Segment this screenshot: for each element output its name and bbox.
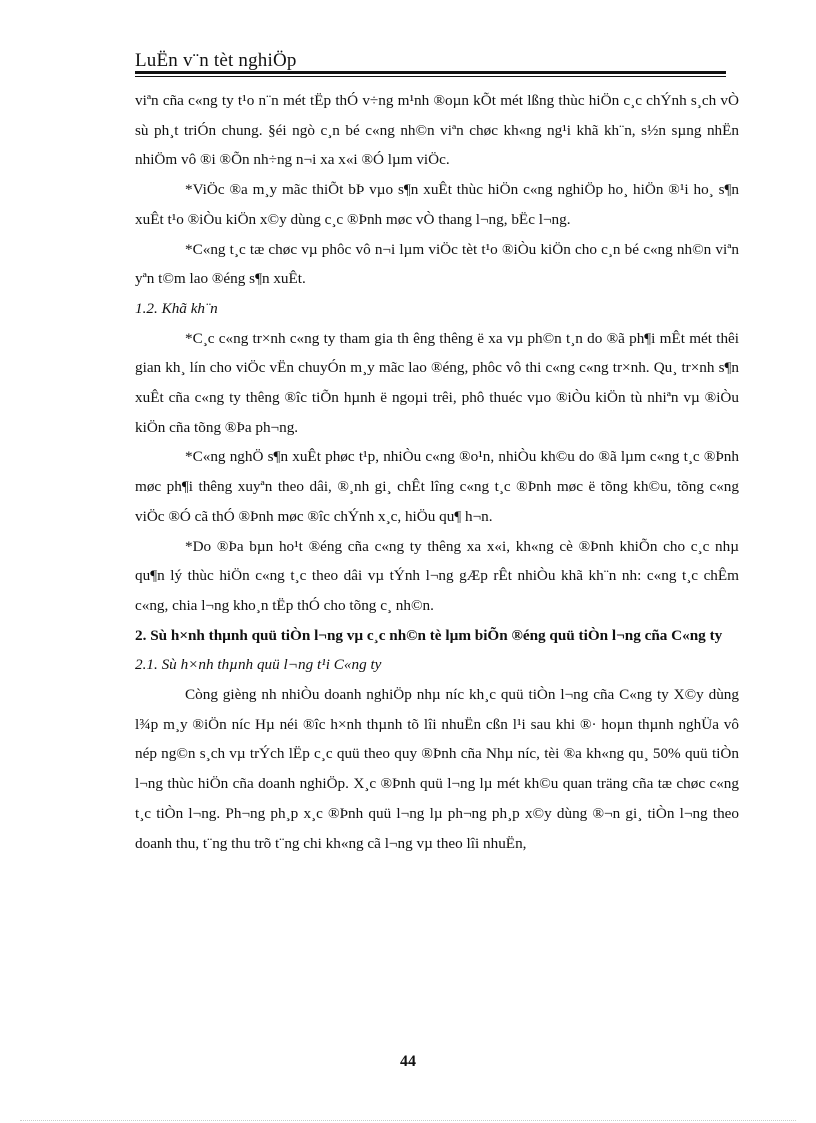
page-header-title: LuËn v¨n tèt nghiÖp bbox=[135, 50, 297, 71]
paragraph: viªn cña c«ng ty t¹o n¨n mét tËp thÓ v÷ng m¹nh ®oµn kÕt mét lßng thùc hiÖn c¸c chÝnh s¸ch vÒ sù ph¸t triÓn chung. §éi ngò c¸n bé c«ng nh©n viªn chøc kh«ng ng¹i khã kh¨n, s½n sµng nhËn nhiÖm vô ®i ®Õn nh÷ng n¬i xa x«i ®Ó lµm viÖc. bbox=[135, 92, 739, 169]
paragraph: *C¸c c«ng tr×nh c«ng ty tham gia th êng thêng ë xa vµ ph©n t¸n do ®ã ph¶i mÊt mét thêi gian kh¸ lín cho viÖc vËn chuyÓn m¸y mãc lao ®éng, phôc vô thi c«ng c«ng tr×nh. Qu¸ tr×nh s¶n xuÊt cña c«ng ty thêng ®îc tiÕn hµnh ë ngoµi trêi, phô thuéc vµo ®iÒu kiÖn tù nhiªn vµ ®iÒu kiÖn cña tõng ®Þa ph¬ng. bbox=[135, 329, 739, 436]
subsection-heading: 2.1. Sù h×nh thµnh quü l¬ng t¹i C«ng ty bbox=[135, 656, 382, 674]
paragraph: *ViÖc ®a m¸y mãc thiÕt bÞ vµo s¶n xuÊt thùc hiÖn c«ng nghiÖp ho¸ hiÖn ®¹i ho¸ s¶n xuÊt t¹o ®iÒu kiÖn x©y dùng c¸c ®Þnh møc vÒ thang l¬ng, bËc l¬ng. bbox=[135, 181, 739, 228]
paragraph: *Do ®Þa bµn ho¹t ®éng cña c«ng ty thêng xa x«i, kh«ng cè ®Þnh khiÕn cho c¸c nhµ qu¶n lý thùc hiÖn c«ng t¸c theo dâi vµ tÝnh l¬ng gÆp rÊt nhiÒu khã kh¨n nh: c«ng t¸c chÊm c«ng, chia l¬ng kho¸n tËp thÓ cho tõng c¸ nh©n. bbox=[135, 537, 739, 614]
subsection-heading: 1.2. Khã kh¨n bbox=[135, 299, 218, 317]
page-number: 44 bbox=[400, 1053, 416, 1070]
paragraph: Còng gièng nh nhiÒu doanh nghiÖp nhµ níc kh¸c quü tiÒn l¬ng cña C«ng ty X©y dùng l¾p m¸y ®iÖn níc Hµ néi ®îc h×nh thµnh tõ lîi nhuËn cßn l¹i sau khi ®· hoµn thµnh nghÜa vô nép ng©n s¸ch vµ trÝch lËp c¸c quü theo quy ®Þnh cña Nhµ níc, tèi ®a kh«ng qu¸ 50% quü tiÒn l¬ng thùc hiÖn cña doanh nghiÖp. X¸c ®Þnh quü l¬ng lµ mét kh©u quan träng cña tæ chøc c«ng t¸c tiÒn l¬ng. Ph¬ng ph¸p x¸c ®Þnh quü l¬ng lµ ph¬ng ph¸p x©y dùng ®¬n gi¸ tiÒn l¬ng theo doanh thu, t¨ng thu trõ t¨ng chi kh«ng cã l¬ng vµ theo lîi nhuËn, bbox=[135, 686, 739, 852]
header-rule-thin bbox=[135, 76, 726, 77]
section-heading: 2. Sù h×nh thµnh quü tiÒn l¬ng vµ c¸c nh©n tè lµm biÕn ®éng quü tiÒn l¬ng cña C«ng ty bbox=[135, 626, 723, 644]
page-bottom-divider bbox=[20, 1120, 796, 1121]
paragraph: *C«ng t¸c tæ chøc vµ phôc vô n¬i lµm viÖc tèt t¹o ®iÒu kiÖn cho c¸n bé c«ng nh©n viªn yªn t©m lao ®éng s¶n xuÊt. bbox=[135, 240, 739, 288]
page-body bbox=[135, 86, 739, 858]
header-rule-thick bbox=[135, 71, 726, 74]
paragraph: *C«ng nghÖ s¶n xuÊt phøc t¹p, nhiÒu c«ng ®o¹n, nhiÒu kh©u do ®ã lµm c«ng t¸c ®Þnh møc ph¶i thêng xuyªn theo dâi, ®¸nh gi¸ chÊt lîng c«ng t¸c ®Þnh møc ë tõng kh©u, tõng c«ng viÖc ®Ó cã thÓ ®Þnh møc ®îc chÝnh x¸c, hiÖu qu¶ h¬n. bbox=[135, 448, 739, 525]
